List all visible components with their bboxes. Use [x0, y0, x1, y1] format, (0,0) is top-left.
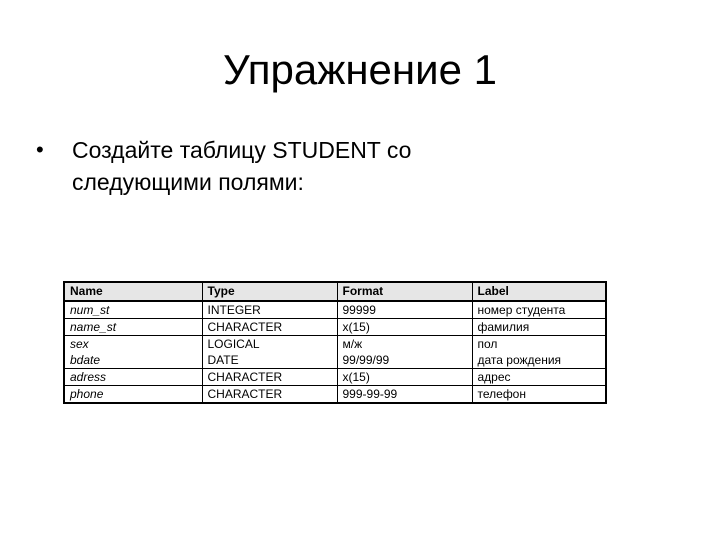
fields-table — [63, 281, 607, 404]
field-name-cell — [65, 386, 202, 403]
bullet-text-line-1: Создайте таблицу STUDENT со — [72, 137, 412, 163]
field-type: CHARACTER — [207, 387, 283, 401]
field-label: номер студента — [477, 303, 566, 317]
field-type-cell — [202, 369, 337, 386]
field-name-cell — [65, 336, 202, 369]
column-header-format: Format — [337, 283, 472, 301]
field-format-cell — [337, 386, 472, 403]
field-name: phone — [70, 387, 104, 401]
table-header-row — [65, 283, 605, 301]
field-name-cell — [65, 301, 202, 319]
field-name: name_st — [70, 320, 117, 334]
field-type-cell — [202, 319, 337, 336]
field-type: DATE — [207, 353, 239, 367]
column-header-label: Label — [472, 283, 605, 301]
field-label-cell — [472, 336, 605, 369]
field-format: м/ж — [342, 337, 363, 351]
field-format-cell — [337, 319, 472, 336]
field-label-cell — [472, 319, 605, 336]
field-name: sex — [70, 337, 89, 351]
field-label: адрес — [477, 370, 511, 384]
field-format-cell — [337, 301, 472, 319]
column-header-type: Type — [202, 283, 337, 301]
field-format: 99999 — [342, 303, 376, 317]
field-format: x(15) — [342, 370, 370, 384]
table-row — [65, 336, 605, 369]
field-name: num_st — [70, 303, 110, 317]
field-name: bdate — [70, 353, 101, 367]
fields-table-grid — [65, 283, 605, 402]
field-type-cell — [202, 301, 337, 319]
table-row — [65, 301, 605, 319]
table-row — [65, 386, 605, 403]
bullet-dot-icon: • — [36, 137, 44, 162]
field-type-cell — [202, 386, 337, 403]
column-header-name: Name — [65, 283, 202, 301]
field-label-cell — [472, 369, 605, 386]
table-row — [65, 369, 605, 386]
bullet-text — [72, 134, 552, 198]
field-label: фамилия — [477, 320, 530, 334]
field-format-cell — [337, 336, 472, 369]
field-name-cell — [65, 369, 202, 386]
field-format-cell — [337, 369, 472, 386]
field-format: 999-99-99 — [342, 387, 398, 401]
field-type-cell — [202, 336, 337, 369]
field-name-cell — [65, 319, 202, 336]
field-format: 99/99/99 — [342, 353, 390, 367]
field-label: пол — [477, 337, 498, 351]
field-type: LOGICAL — [207, 337, 260, 351]
slide-title: Упражнение 1 — [223, 46, 497, 93]
field-type: INTEGER — [207, 303, 261, 317]
field-label: телефон — [477, 387, 526, 401]
field-label: дата рождения — [477, 353, 562, 367]
table-row — [65, 319, 605, 336]
field-type: CHARACTER — [207, 370, 283, 384]
field-type: CHARACTER — [207, 320, 283, 334]
field-format: x(15) — [342, 320, 370, 334]
bullet-text-line-2: следующими полями: — [72, 169, 304, 195]
field-label-cell — [472, 386, 605, 403]
field-label-cell — [472, 301, 605, 319]
field-name: adress — [70, 370, 107, 384]
